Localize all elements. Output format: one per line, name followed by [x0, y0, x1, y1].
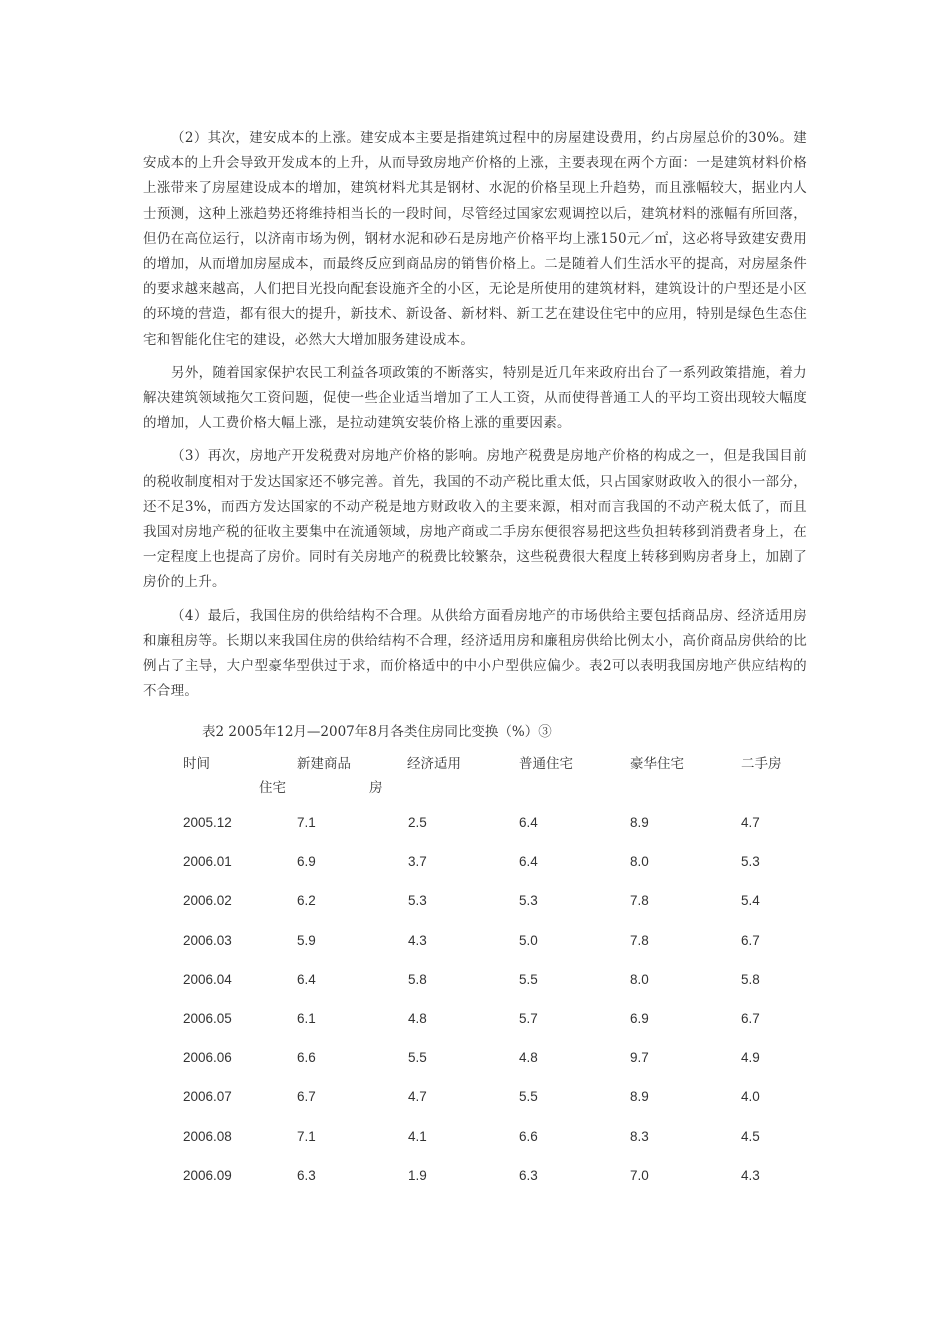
- table-cell-value: 5.3: [408, 893, 427, 909]
- table-cell-value: 4.5: [741, 1128, 760, 1144]
- table-cell-value: 8.0: [630, 854, 649, 870]
- header-new-commercial-cont: 住宅: [259, 780, 286, 796]
- table-cell-value: 6.9: [630, 1011, 649, 1026]
- table-cell-value: 8.9: [630, 1089, 649, 1105]
- table-cell-value: 5.3: [741, 854, 760, 870]
- table-cell-date: 2006.06: [183, 1050, 232, 1066]
- table-cell-value: 5.5: [408, 1050, 427, 1066]
- header-ordinary: 普通住宅: [519, 756, 573, 772]
- table-cell-value: 7.1: [297, 1128, 316, 1144]
- table-cell-date: 2006.02: [183, 893, 232, 909]
- table-cell-value: 7.8: [630, 893, 649, 909]
- table-cell-value: 1.9: [408, 1167, 427, 1183]
- table-cell-value: 5.9: [297, 932, 316, 948]
- table-cell-value: 6.3: [519, 1167, 538, 1183]
- header-luxury: 豪华住宅: [630, 756, 684, 772]
- table-cell-value: 3.7: [408, 854, 427, 870]
- table-cell-value: 4.3: [741, 1167, 760, 1183]
- table-cell-value: 7.1: [297, 815, 316, 830]
- paragraph-construction-cost: （2）其次，建安成本的上涨。建安成本主要是指建筑过程中的房屋建设费用，约占房屋总价的30%。建安成本的上升会导致开发成本的上升，从而导致房地产价格的上涨，主要表现在两个方面：一是建筑材料价格上涨带来了房屋建设成本的增加，建筑材料尤其是钢材、水泥的价格呈现上升趋势，而且涨幅较大，据业内人士预测，这种上涨趋势还将维持相当长的一段时间，尽管经过国家宏观调控以后，建筑材料的涨幅有所回落，但仍在高位运行，以济南市场为例，钢材水泥和砂石是房地产价格平均上涨150元／㎡，这必将导致建安费用的增加，从而增加房屋成本，而最终反应到商品房的销售价格上。二是随着人们生活水平的提高，对房屋条件的要求越来越高，人们把目光投向配套设施齐全的小区，无论是所使用的建筑材料，建筑设计的户型还是小区的环境的营造，都有很大的提升，新技术、新设备、新材料、新工艺在建设住宅中的应用，特别是绿色生态住宅和智能化住宅的建设，必然大大增加服务建设成本。: [143, 130, 807, 348]
- header-second-hand: 二手房: [741, 756, 782, 772]
- table-cell-value: 5.7: [519, 1011, 538, 1026]
- header-time: 时间: [183, 756, 210, 772]
- table-cell-value: 5.4: [741, 893, 760, 909]
- table-cell-value: 4.9: [741, 1050, 760, 1066]
- table-cell-value: 5.5: [519, 971, 538, 987]
- table-cell-date: 2006.01: [183, 854, 232, 870]
- document-body: [143, 126, 807, 710]
- table-cell-value: 2.5: [408, 815, 427, 830]
- table-cell-value: 6.4: [297, 971, 316, 987]
- table-cell-value: 6.2: [297, 893, 316, 909]
- table-cell-value: 7.8: [630, 932, 649, 948]
- table-cell-date: 2006.08: [183, 1128, 232, 1144]
- table-cell-value: 5.8: [741, 971, 760, 987]
- table-cell-value: 4.8: [408, 1011, 427, 1026]
- table-cell-value: 4.1: [408, 1128, 427, 1144]
- table-cell-value: 4.0: [741, 1089, 760, 1105]
- table-cell-value: 8.9: [630, 815, 649, 830]
- table-caption: 表2 2005年12月—2007年8月各类住房同比变换（%）③: [202, 724, 552, 740]
- table-cell-date: 2006.07: [183, 1089, 232, 1105]
- table-cell-value: 4.3: [408, 932, 427, 948]
- table-cell-value: 6.4: [519, 815, 538, 830]
- table-cell-value: 5.5: [519, 1089, 538, 1105]
- table-cell-value: 5.0: [519, 932, 538, 948]
- header-affordable: 经济适用: [407, 756, 461, 772]
- table-cell-value: 5.3: [519, 893, 538, 909]
- header-affordable-cont: 房: [369, 780, 383, 796]
- table-cell-date: 2006.09: [183, 1167, 232, 1183]
- table-cell-value: 6.1: [297, 1011, 316, 1026]
- table-cell-date: 2006.03: [183, 932, 232, 948]
- paragraph-taxes: （3）再次，房地产开发税费对房地产价格的影响。房地产税费是房地产价格的构成之一，但是我国目前的税收制度相对于发达国家还不够完善。首先，我国的不动产税比重太低，只占国家财政收入的很小一部分，还不足3%，而西方发达国家的不动产税是地方财政收入的主要来源，相对而言我国的不动产税太低了，而且我国对房地产税的征收主要集中在流通领域，房地产商或二手房东便很容易把这些负担转移到消费者身上，在一定程度上也提高了房价。同时有关房地产的税费比较繁杂，这些税费很大程度上转移到购房者身上，加剧了房价的上升。: [143, 448, 807, 591]
- table-cell-date: 2006.05: [183, 1011, 232, 1026]
- paragraph-supply-structure: （4）最后，我国住房的供给结构不合理。从供给方面看房地产的市场供给主要包括商品房、经济适用房和廉租房等。长期以来我国住房的供给结构不合理，经济适用房和廉租房供给比例太小，高价商品房供给的比例占了主导，大户型豪华型供过于求，而价格适中的中小户型供应偏少。表2可以表明我国房地产供应结构的不合理。: [143, 607, 807, 700]
- table-cell-value: 8.3: [630, 1128, 649, 1144]
- table-cell-value: 4.8: [519, 1050, 538, 1066]
- table-cell-value: 6.3: [297, 1167, 316, 1183]
- table-cell-value: 6.7: [741, 1011, 760, 1026]
- header-new-commercial: 新建商品: [297, 756, 351, 772]
- table-cell-value: 6.6: [297, 1050, 316, 1066]
- table-cell-value: 5.8: [408, 971, 427, 987]
- table-cell-value: 6.7: [741, 932, 760, 948]
- table-cell-date: 2006.04: [183, 971, 232, 987]
- table-cell-value: 8.0: [630, 971, 649, 987]
- table-cell-value: 7.0: [630, 1167, 649, 1183]
- table-cell-value: 6.4: [519, 854, 538, 870]
- table-cell-value: 9.7: [630, 1050, 649, 1066]
- table-cell-value: 6.7: [297, 1089, 316, 1105]
- table-cell-value: 4.7: [408, 1089, 427, 1105]
- paragraph-labor-cost: 另外，随着国家保护农民工利益各项政策的不断落实，特别是近几年来政府出台了一系列政策措施，着力解决建筑领域拖欠工资问题，促使一些企业适当增加了工人工资，从而使得普通工人的平均工资出现较大幅度的增加，人工费价格大幅上涨，是拉动建筑安装价格上涨的重要因素。: [143, 364, 807, 432]
- table-cell-date: 2005.12: [183, 815, 232, 830]
- table-cell-value: 6.9: [297, 854, 316, 870]
- table-cell-value: 6.6: [519, 1128, 538, 1144]
- table-cell-value: 4.7: [741, 815, 760, 830]
